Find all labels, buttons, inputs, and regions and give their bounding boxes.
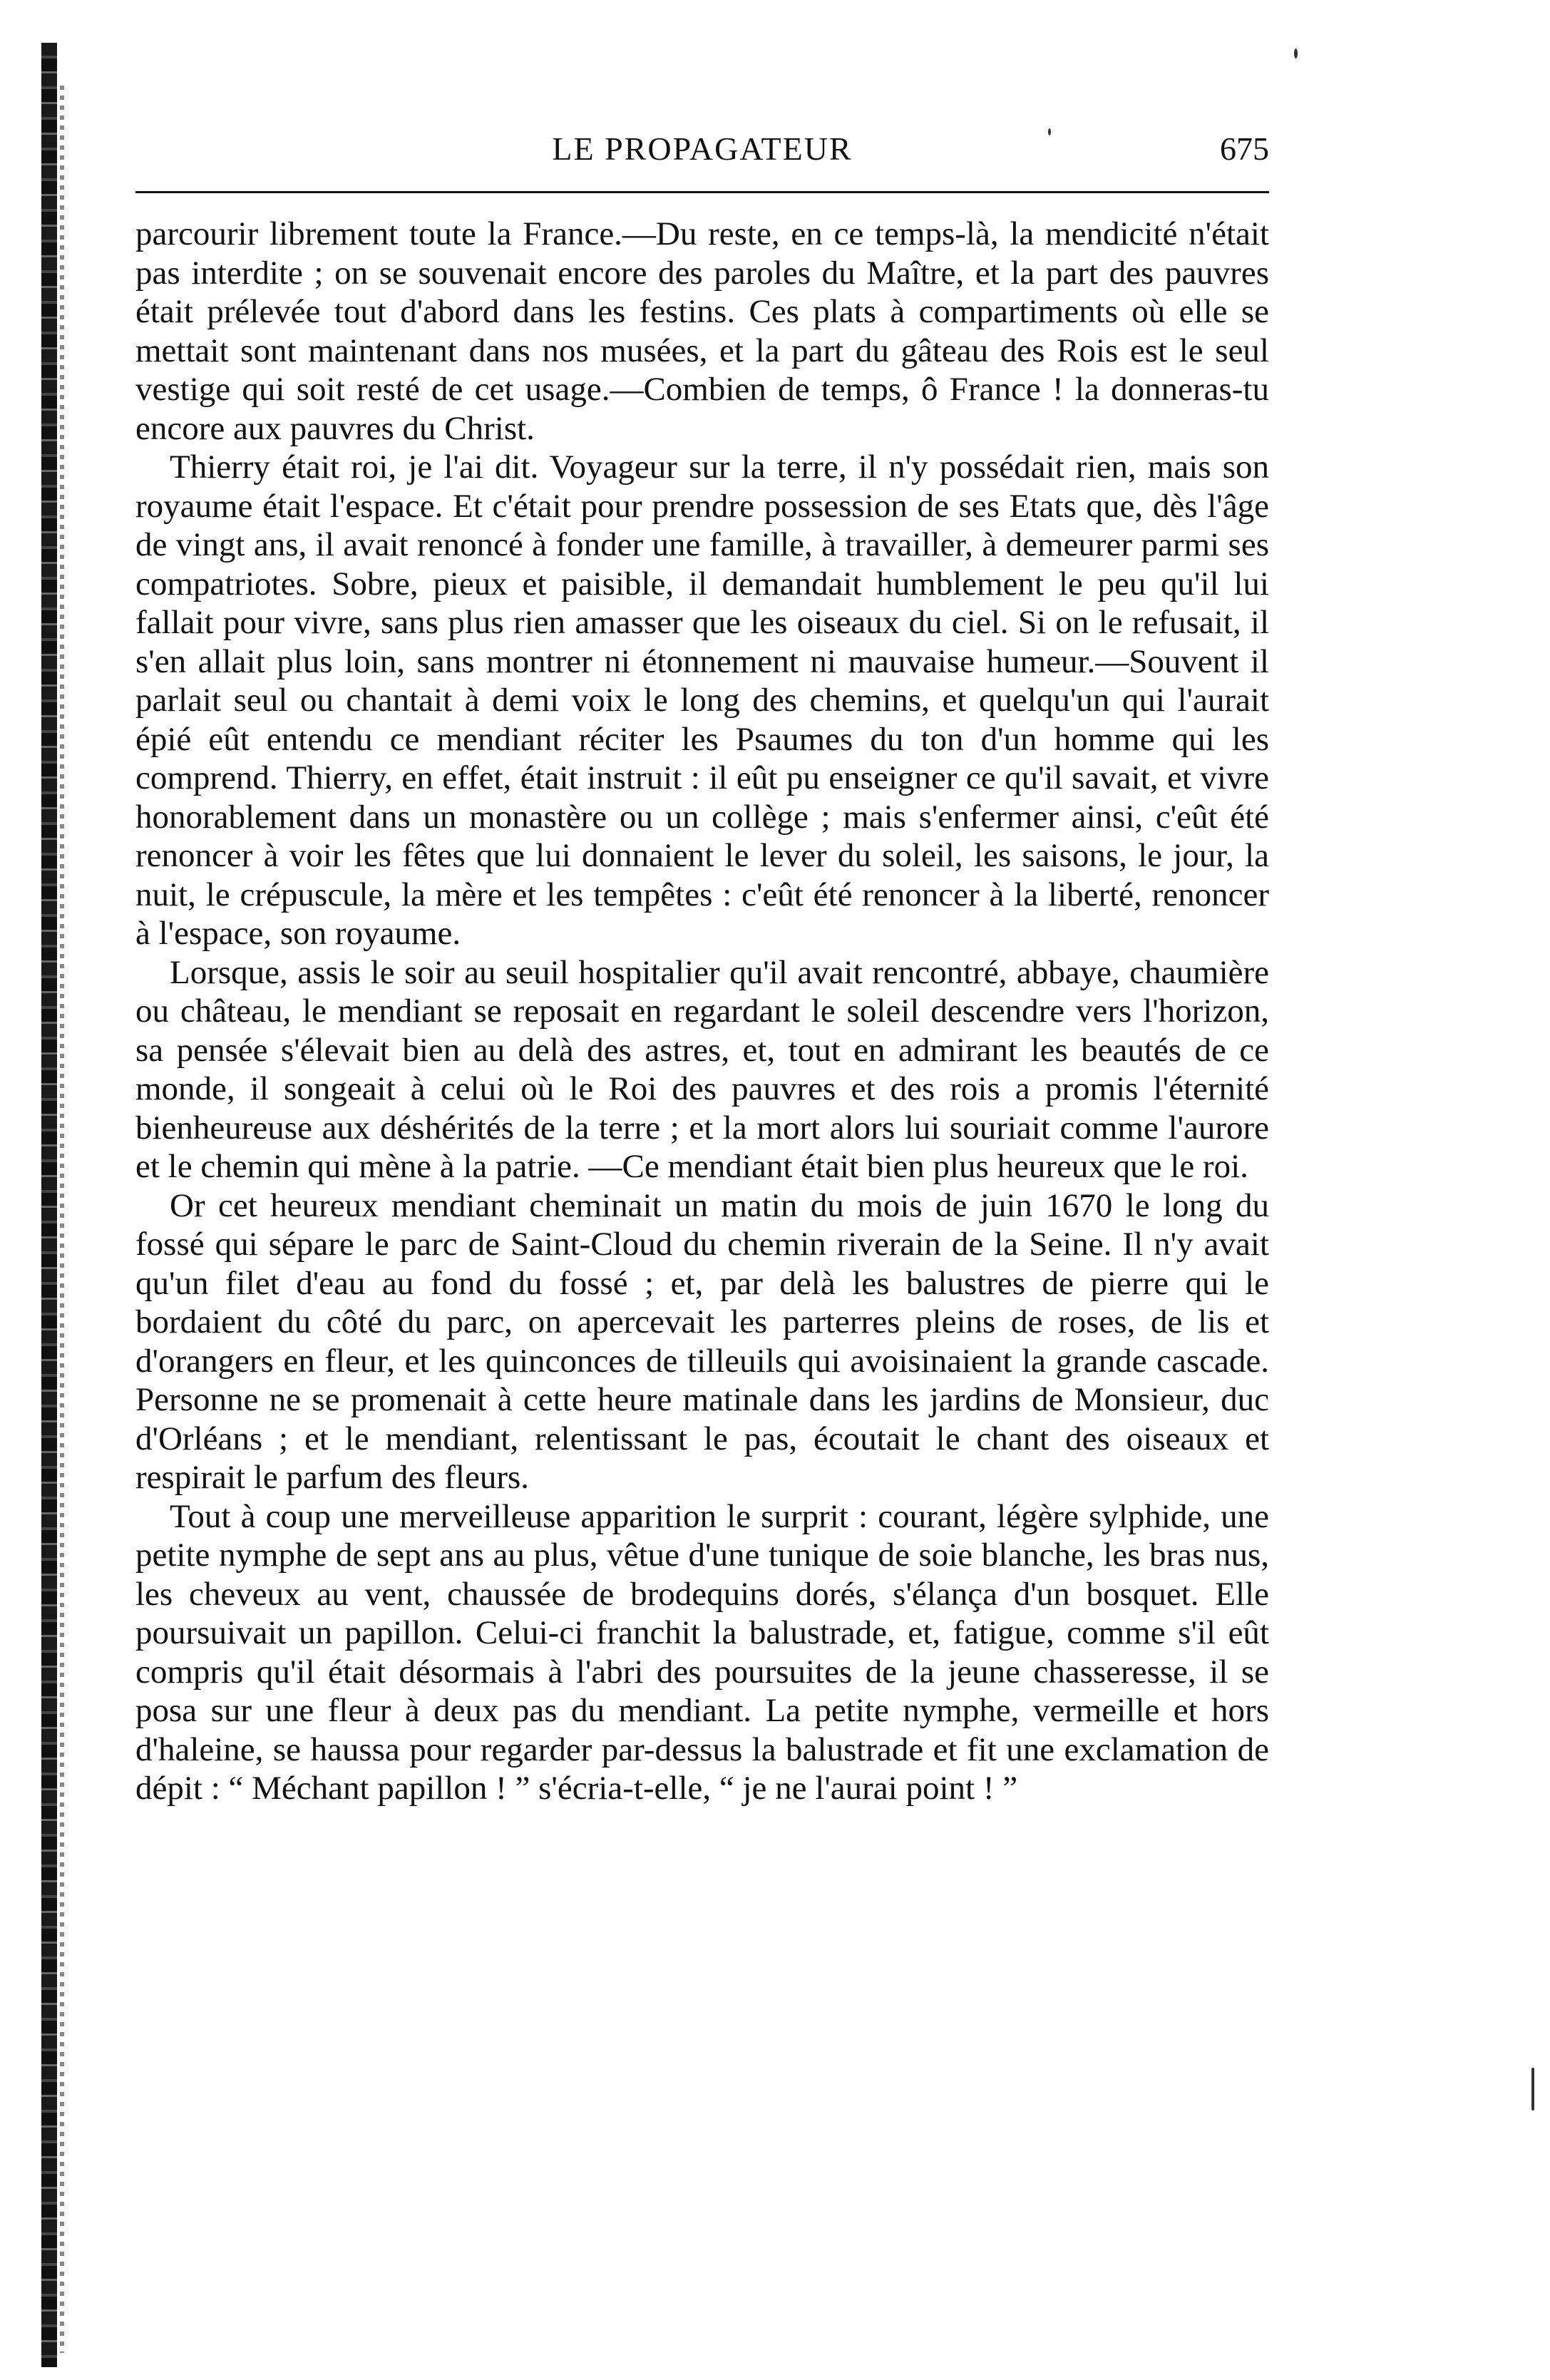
paragraph-2: Thierry était roi, je l'ai dit. Voyageur sur la terre, il n'y possédait rien, mais son royaume était l'espace. Et c'était pour prendre possession de ses Etats que, dès l'âge de vingt ans, il avait renoncé à fonder une famille, à travailler, à demeurer parmi ses compatriotes. Sobre, pieux et paisible, il demandait humblement le peu qu'il lui fallait pour vivre, sans plus rien amasser que les oiseaux du ciel. Si on le refusait, il s'en allait plus loin, sans montrer ni étonnement ni mauvaise humeur.—Souvent il parlait seul ou chantait à demi voix le long des chemins, et quelqu'un qui l'aurait épié eût entendu ce mendiant réciter les Psaumes du ton d'un homme qui les comprend. Thierry, en effet, était instruit : il eût pu enseigner ce qu'il savait, et vivre honorablement dans un monastère ou un collège ; mais s'enfermer ainsi, c'eût été renoncer à voir les fêtes que lui donnaient le lever du soleil, les saisons, le jour, la nuit, le crépuscule, la mère et les tempêtes : c'eût été renoncer à la liberté, renoncer à l'espace, son royaume.	[135, 448, 1269, 952]
scan-speck	[1048, 128, 1051, 135]
body-text	[135, 215, 1269, 1808]
running-title: LE PROPAGATEUR	[552, 130, 853, 167]
paragraph-1: parcourir librement toute la France.—Du reste, en ce temps-là, la mendicité n'était pas interdite ; on se souvenait encore des paroles du Maître, et la part des pauvres était prélevée tout d'abord dans les festins. Ces plats à compartiments où elle se mettait sont maintenant dans nos musées, et la part du gâteau des Rois est le seul vestige qui soit resté de cet usage.—Combien de temps, ô France ! la donneras-tu encore aux pauvres du Christ.	[135, 215, 1269, 447]
scan-binding-shadow	[60, 86, 64, 2353]
running-head	[135, 114, 1269, 178]
scan-speck	[1531, 2068, 1534, 2110]
paragraph-3: Lorsque, assis le soir au seuil hospitalier qu'il avait rencontré, abbaye, chaumière ou château, le mendiant se reposait en regardant le soleil descendre vers l'horizon, sa pensée s'élevait bien au delà des astres, et, tout en admirant les beautés de ce monde, il songeait à celui où le Roi des pauvres et des rois a promis l'éternité bienheureuse aux déshérités de la terre ; et la mort alors lui souriait comme l'aurore et le chemin qui mène à la patrie. —Ce mendiant était bien plus heureux que le roi.	[135, 953, 1269, 1185]
scan-binding-edge	[41, 43, 57, 2367]
book-page	[135, 114, 1269, 1808]
paragraph-5: Tout à coup une merveilleuse apparition le surprit : courant, légère sylphide, une petite nymphe de sept ans au plus, vêtue d'une tunique de soie blanche, les bras nus, les cheveux au vent, chaussée de brodequins dorés, s'élança d'un bosquet. Elle poursuivait un papillon. Celui-ci franchit la balustrade, et, fatigue, comme s'il eût compris qu'il était désormais à l'abri des poursuites de la jeune chasseresse, il se posa sur une fleur à deux pas du mendiant. La petite nymphe, vermeille et hors d'haleine, se haussa pour regarder par-dessus la balustrade et fit une exclamation de dépit : “ Méchant papillon ! ” s'écria-t-elle, “ je ne l'aurai point ! ”	[135, 1497, 1269, 1807]
scan-speck	[1294, 48, 1298, 58]
page-number: 675	[1220, 130, 1269, 167]
paragraph-4: Or cet heureux mendiant cheminait un matin du mois de juin 1670 le long du fossé qui sépare le parc de Saint-Cloud du chemin riverain de la Seine. Il n'y avait qu'un filet d'eau au fond du fossé ; et, par delà les balustres de pierre qui le bordaient du côté du parc, on apercevait les parterres pleins de roses, de lis et d'orangers en fleur, et les quinconces de tilleuils qui avoisinaient la grande cascade. Personne ne se promenait à cette heure matinale dans les jardins de Monsieur, duc d'Orléans ; et le mendiant, relentissant le pas, écoutait le chant des oiseaux et respirait le parfum des fleurs.	[135, 1186, 1269, 1496]
header-rule	[135, 191, 1269, 193]
